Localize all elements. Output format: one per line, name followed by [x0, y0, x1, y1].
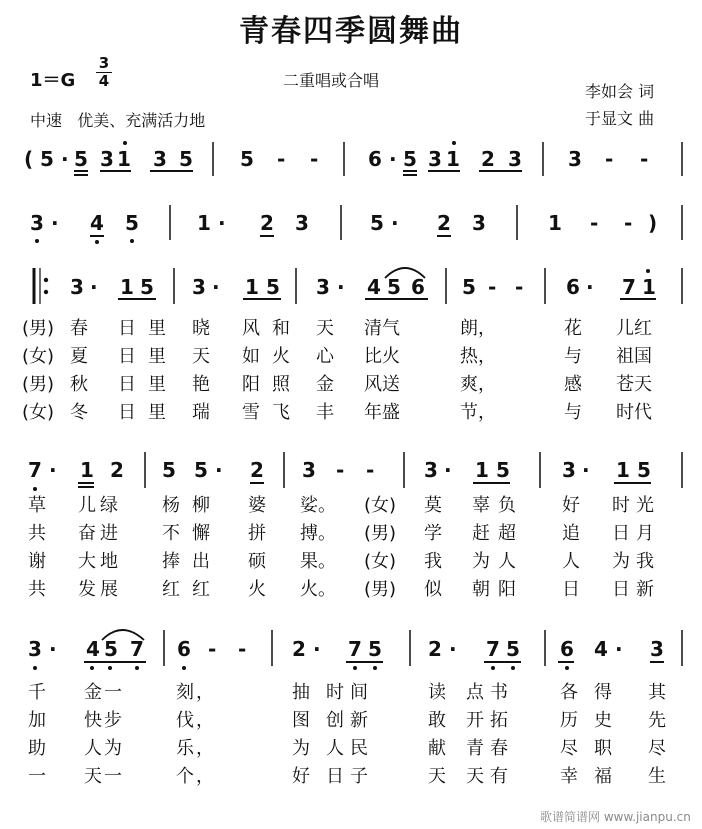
- dot: ·: [444, 458, 452, 482]
- low-dot: [511, 666, 515, 670]
- lyric: 草: [28, 495, 46, 516]
- lyric: 日里: [118, 374, 178, 395]
- lyric: (男): [364, 579, 397, 600]
- time-signature-bottom: 4: [96, 72, 112, 90]
- note: 1: [616, 458, 630, 482]
- dot: ·: [215, 458, 223, 482]
- lyric: 日里: [118, 402, 178, 423]
- lyric-role: (男): [22, 374, 55, 395]
- dot: ·: [615, 637, 623, 661]
- dash: -: [488, 275, 497, 299]
- lyric: 金一: [84, 682, 124, 703]
- note: 3: [100, 147, 114, 171]
- note: 3: [424, 458, 438, 482]
- low-dot: [108, 666, 112, 670]
- dash: -: [277, 147, 286, 171]
- note: 3: [508, 147, 522, 171]
- lyric: 日子: [326, 766, 374, 787]
- note: 5: [637, 458, 651, 482]
- dash: -: [366, 458, 375, 482]
- note: 1: [548, 211, 562, 235]
- lyric: 大地: [78, 551, 122, 572]
- note: 5: [140, 275, 154, 299]
- note: 2: [250, 458, 264, 482]
- dot: ·: [49, 458, 57, 482]
- note: 7: [130, 637, 144, 661]
- note: 3: [428, 147, 442, 171]
- note: 3: [153, 147, 167, 171]
- lyrics-system-4: [28, 494, 660, 600]
- lyric: 加: [28, 710, 46, 731]
- dot: ·: [61, 147, 69, 171]
- low-dot: [373, 666, 377, 670]
- lyric: 共: [28, 523, 46, 544]
- lyric: 雪飞: [242, 402, 302, 423]
- dot: ·: [586, 275, 594, 299]
- note: 7: [486, 637, 500, 661]
- note: 3: [302, 458, 316, 482]
- lyric: 追: [562, 523, 580, 544]
- lyric: 清气: [364, 318, 400, 339]
- lyric: 日里: [118, 318, 178, 339]
- lyric: 学: [424, 523, 442, 544]
- lyric: 发展: [78, 579, 122, 600]
- lyric: 火。: [300, 579, 336, 600]
- system-4: [28, 452, 682, 491]
- note: 5: [496, 458, 510, 482]
- note: 3: [70, 275, 84, 299]
- lyric: 生: [648, 766, 666, 787]
- note: 6: [566, 275, 580, 299]
- note: 5: [368, 637, 382, 661]
- dash: -: [238, 637, 247, 661]
- lyric: 红: [162, 579, 180, 600]
- lyric: 读: [428, 682, 446, 703]
- lyric: 各: [560, 682, 578, 703]
- lyric: 柳: [192, 495, 210, 516]
- note: 1: [446, 147, 460, 171]
- lyric: 历: [560, 710, 578, 731]
- dot: ·: [49, 637, 57, 661]
- note: 3: [28, 637, 42, 661]
- note: 5: [162, 458, 176, 482]
- lyric: 职: [594, 738, 612, 759]
- lyric: 青春: [466, 738, 514, 759]
- lyric: 福: [594, 766, 612, 787]
- note: 2: [437, 211, 451, 235]
- lyric: 朝阳: [472, 579, 524, 600]
- lyric: 刻，: [176, 682, 216, 703]
- lyric: 杨: [162, 495, 180, 516]
- lyric: 出: [192, 551, 210, 572]
- note: 3: [316, 275, 330, 299]
- lyric: 史: [594, 710, 612, 731]
- lyric: 日里: [118, 346, 178, 367]
- note: 1: [117, 147, 131, 171]
- lyric: 如火: [242, 346, 302, 367]
- note: 3: [472, 211, 486, 235]
- lyric: (女): [364, 495, 397, 516]
- watermark: 歌谱简谱网 www.jianpu.cn: [540, 810, 691, 824]
- note: 6: [368, 147, 382, 171]
- lyric: 日月: [612, 523, 660, 544]
- repeat-dot: [44, 278, 48, 282]
- note: 6: [411, 275, 425, 299]
- lyric: 先: [648, 710, 666, 731]
- low-dot: [90, 666, 94, 670]
- lyric: 懈: [192, 523, 210, 544]
- dot: ·: [389, 147, 397, 171]
- note: 5: [387, 275, 401, 299]
- note: 5: [266, 275, 280, 299]
- lyric: 尽: [560, 738, 578, 759]
- lyric: 果。: [300, 551, 336, 572]
- high-dot: [452, 141, 456, 145]
- lyric: 花: [564, 318, 582, 339]
- lyric: 热，: [460, 346, 496, 367]
- lyric: 助: [28, 738, 46, 759]
- low-dot: [130, 239, 134, 243]
- lyric: 朗，: [460, 318, 496, 339]
- lyrics-system-5: [28, 682, 667, 787]
- lyric: 时光: [612, 495, 660, 516]
- low-dot: [95, 240, 99, 244]
- note: 5: [74, 147, 88, 171]
- high-dot: [123, 141, 127, 145]
- lyric: 秋: [70, 374, 88, 395]
- lyric: 心: [316, 346, 334, 367]
- lyric: 人: [562, 551, 580, 572]
- note: 7: [348, 637, 362, 661]
- dot: ·: [391, 211, 399, 235]
- note: 2: [260, 211, 274, 235]
- note: 3: [562, 458, 576, 482]
- dash: -: [590, 211, 599, 235]
- lyric: 爽，: [460, 374, 496, 395]
- system-2: [30, 205, 682, 244]
- close-paren: ): [648, 211, 658, 235]
- dash: -: [640, 147, 649, 171]
- dot: ·: [449, 637, 457, 661]
- lyric: 莫: [424, 495, 442, 516]
- low-dot: [35, 239, 39, 243]
- lyric: 献: [428, 738, 446, 759]
- lyric: 搏。: [300, 523, 336, 544]
- lyric: 一: [28, 766, 46, 787]
- dot: ·: [582, 458, 590, 482]
- note: 6: [177, 637, 191, 661]
- low-dot: [33, 666, 37, 670]
- dash: -: [310, 147, 319, 171]
- lyric-role: (女): [22, 346, 55, 367]
- lyric: 捧: [162, 551, 180, 572]
- lyricist-credit: 李如会 词: [585, 82, 655, 101]
- lyric: 天一: [84, 766, 124, 787]
- lyric: 其: [648, 682, 666, 703]
- lyric: 艳: [192, 374, 210, 395]
- lyric: 赶超: [472, 523, 524, 544]
- note: 3: [295, 211, 309, 235]
- lyric: 乐，: [176, 738, 216, 759]
- note: 6: [560, 637, 574, 661]
- note: 1: [120, 275, 134, 299]
- note: 5: [403, 147, 417, 171]
- lyric: 共: [28, 579, 46, 600]
- lyric: 时间: [326, 682, 374, 703]
- lyric: 儿红: [616, 318, 652, 339]
- lyric: 为人: [472, 551, 524, 572]
- lyric: 谢: [28, 551, 46, 572]
- lyric: 阳照: [242, 374, 302, 395]
- lyric: 点书: [466, 682, 514, 703]
- note: 4: [367, 275, 381, 299]
- note: 2: [481, 147, 495, 171]
- lyric: 奋进: [78, 523, 122, 544]
- lyric: 苍天: [616, 374, 652, 395]
- note: 5: [40, 147, 54, 171]
- note: 5: [370, 211, 384, 235]
- lyric: 夏: [70, 346, 88, 367]
- system-1: [24, 141, 682, 176]
- note: 4: [594, 637, 608, 661]
- lyric: 日新: [612, 579, 660, 600]
- lyric: 得: [594, 682, 612, 703]
- low-dot: [33, 487, 37, 491]
- lyric: 丰: [316, 402, 334, 423]
- lyric: 感: [564, 374, 582, 395]
- composer-credit: 于显文 曲: [585, 109, 655, 128]
- lyric: 伐，: [176, 710, 216, 731]
- lyric: 好: [292, 766, 310, 787]
- lyric: 婆: [248, 495, 266, 516]
- note: 3: [30, 211, 44, 235]
- lyric: 儿绿: [78, 495, 122, 516]
- low-dot: [182, 666, 186, 670]
- lyrics-system-3: [22, 318, 652, 423]
- note: 3: [568, 147, 582, 171]
- tempo-marking: 中速 优美、充满活力地: [30, 111, 206, 130]
- lyric: 晓: [192, 318, 210, 339]
- lyric: 金: [316, 374, 334, 395]
- note: 1: [642, 275, 656, 299]
- lyric: 风送: [364, 374, 400, 395]
- lyric: 人民: [326, 738, 374, 759]
- lyric: 红: [192, 579, 210, 600]
- open-paren: (: [24, 147, 34, 171]
- lyric: 火: [248, 579, 266, 600]
- lyric: 我: [424, 551, 442, 572]
- key-signature: 1＝G: [30, 70, 76, 91]
- note: 5: [240, 147, 254, 171]
- lyric: 不: [162, 523, 180, 544]
- note: 5: [506, 637, 520, 661]
- lyric: 年盛: [364, 402, 400, 423]
- time-signature-top: 3: [98, 54, 110, 72]
- lyric: 似: [424, 579, 442, 600]
- note: 2: [428, 637, 442, 661]
- lyric: 娑。: [300, 495, 336, 516]
- lyric: 风和: [242, 318, 302, 339]
- note: 5: [125, 211, 139, 235]
- lyric: 个，: [176, 766, 216, 787]
- lyric: 祖国: [616, 346, 652, 367]
- lyric: 天: [428, 766, 446, 787]
- dash: -: [336, 458, 345, 482]
- note: 1: [197, 211, 211, 235]
- lyric: 瑞: [192, 402, 210, 423]
- lyric: 春: [70, 318, 88, 339]
- dash: -: [624, 211, 633, 235]
- lyric-role: (男): [22, 318, 55, 339]
- lyric-role: (女): [22, 402, 55, 423]
- low-dot: [135, 666, 139, 670]
- note: 5: [194, 458, 208, 482]
- lyric: 比火: [364, 346, 400, 367]
- lyric: 尽: [648, 738, 666, 759]
- repeat-dot: [44, 290, 48, 294]
- note: 2: [292, 637, 306, 661]
- dash: -: [515, 275, 524, 299]
- note: 1: [245, 275, 259, 299]
- dot: ·: [90, 275, 98, 299]
- lyric: 辜负: [472, 495, 524, 516]
- dot: ·: [51, 211, 59, 235]
- lyric: 敢: [428, 710, 446, 731]
- lyric: 创新: [326, 710, 374, 731]
- lyric: 节，: [460, 402, 496, 423]
- lyric: 天: [192, 346, 210, 367]
- lyric: 为我: [612, 551, 660, 572]
- note: 3: [650, 637, 664, 661]
- lyric: (男): [364, 523, 397, 544]
- dash: -: [208, 637, 217, 661]
- note: 7: [28, 458, 42, 482]
- lyric: 好: [562, 495, 580, 516]
- lyric: 开拓: [466, 710, 514, 731]
- lyric: 硕: [248, 551, 266, 572]
- lyric: 与: [564, 346, 582, 367]
- low-dot: [565, 666, 569, 670]
- lyric: 天有: [466, 766, 514, 787]
- lyric: 抽: [292, 682, 310, 703]
- note: 2: [110, 458, 124, 482]
- dot: ·: [218, 211, 226, 235]
- note: 1: [475, 458, 489, 482]
- lyric: 冬: [70, 402, 88, 423]
- lyric: 拼: [248, 523, 266, 544]
- lyric: 天: [316, 318, 334, 339]
- lyric: 图: [292, 710, 310, 731]
- song-title: 青春四季圆舞曲: [239, 14, 463, 49]
- voicing-text: 二重唱或合唱: [283, 71, 380, 90]
- note: 5: [179, 147, 193, 171]
- note: 1: [80, 458, 94, 482]
- lyric: 千: [28, 682, 46, 703]
- note: 5: [104, 637, 118, 661]
- lyric: 时代: [616, 402, 652, 423]
- dot: ·: [212, 275, 220, 299]
- high-dot: [646, 269, 650, 273]
- dash: -: [605, 147, 614, 171]
- note: 4: [86, 637, 100, 661]
- system-5: [28, 630, 682, 670]
- lyric: 与: [564, 402, 582, 423]
- dot: ·: [337, 275, 345, 299]
- lyric: 快步: [84, 710, 124, 731]
- low-dot: [353, 666, 357, 670]
- lyric: 为: [292, 738, 310, 759]
- note: 5: [462, 275, 476, 299]
- lyric: 人为: [84, 738, 124, 759]
- dot: ·: [313, 637, 321, 661]
- lyric: (女): [364, 551, 397, 572]
- note: 3: [192, 275, 206, 299]
- lyric: 幸: [560, 766, 578, 787]
- system-3: [34, 268, 682, 304]
- lyric: 日: [562, 579, 580, 600]
- note: 4: [90, 211, 104, 235]
- note: 7: [622, 275, 636, 299]
- low-dot: [491, 666, 495, 670]
